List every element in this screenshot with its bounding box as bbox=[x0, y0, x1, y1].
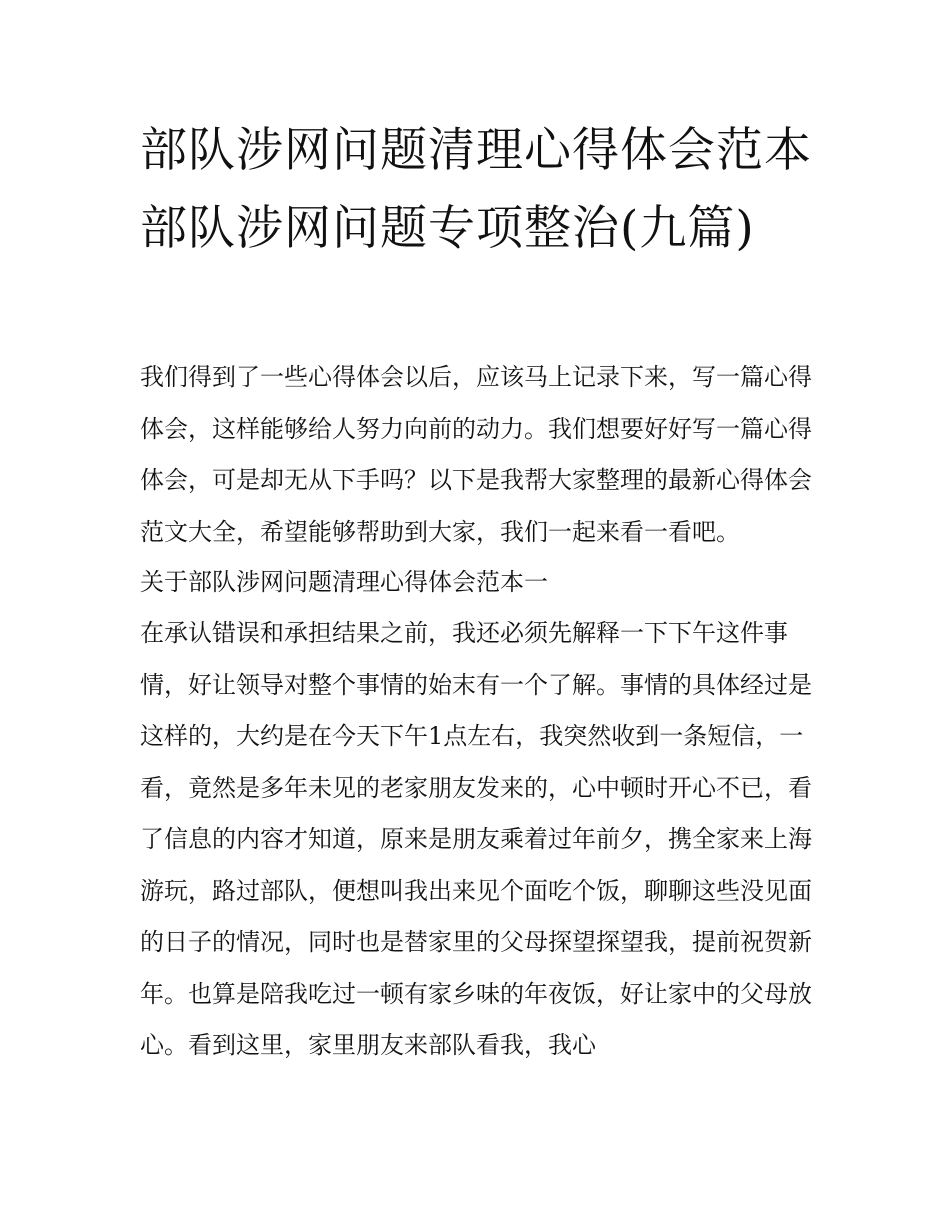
section-paragraph: 在承认错误和承担结果之前，我还必须先解释一下下午这件事情，好让领导对整个事情的始末有一个了解。事情的具体经过是这样的，大约是在今天下午1点左右，我突然收到一条短信，一看，竟然是多年未见的老家朋友发来的，心中顿时开心不已，看了信息的内容才知道，原来是朋友乘着过年前夕，携全家来上海游玩，路过部队，便想叫我出来见个面吃个饭，聊聊这些没见面的日子的情况，同时也是替家里的父母探望探望我，提前祝贺新年。也算是陪我吃过一顿有家乡味的年夜饭，好让家中的父母放心。看到这里，家里朋友来部队看我，我心 bbox=[140, 619, 812, 1059]
document-body bbox=[140, 352, 820, 1072]
document-title: 部队涉网问题清理心得体会范本 部队涉网问题专项整治(九篇) bbox=[140, 123, 812, 256]
intro-paragraph: 我们得到了一些心得体会以后，应该马上记录下来，写一篇心得体会，这样能够给人努力向前的动力。我们想要好好写一篇心得体会，可是却无从下手吗？以下是我帮大家整理的最新心得体会范文大全，希望能够帮助到大家，我们一起来看一看吧。 bbox=[140, 363, 812, 546]
section-heading: 关于部队涉网问题清理心得体会范本一 bbox=[140, 568, 548, 596]
